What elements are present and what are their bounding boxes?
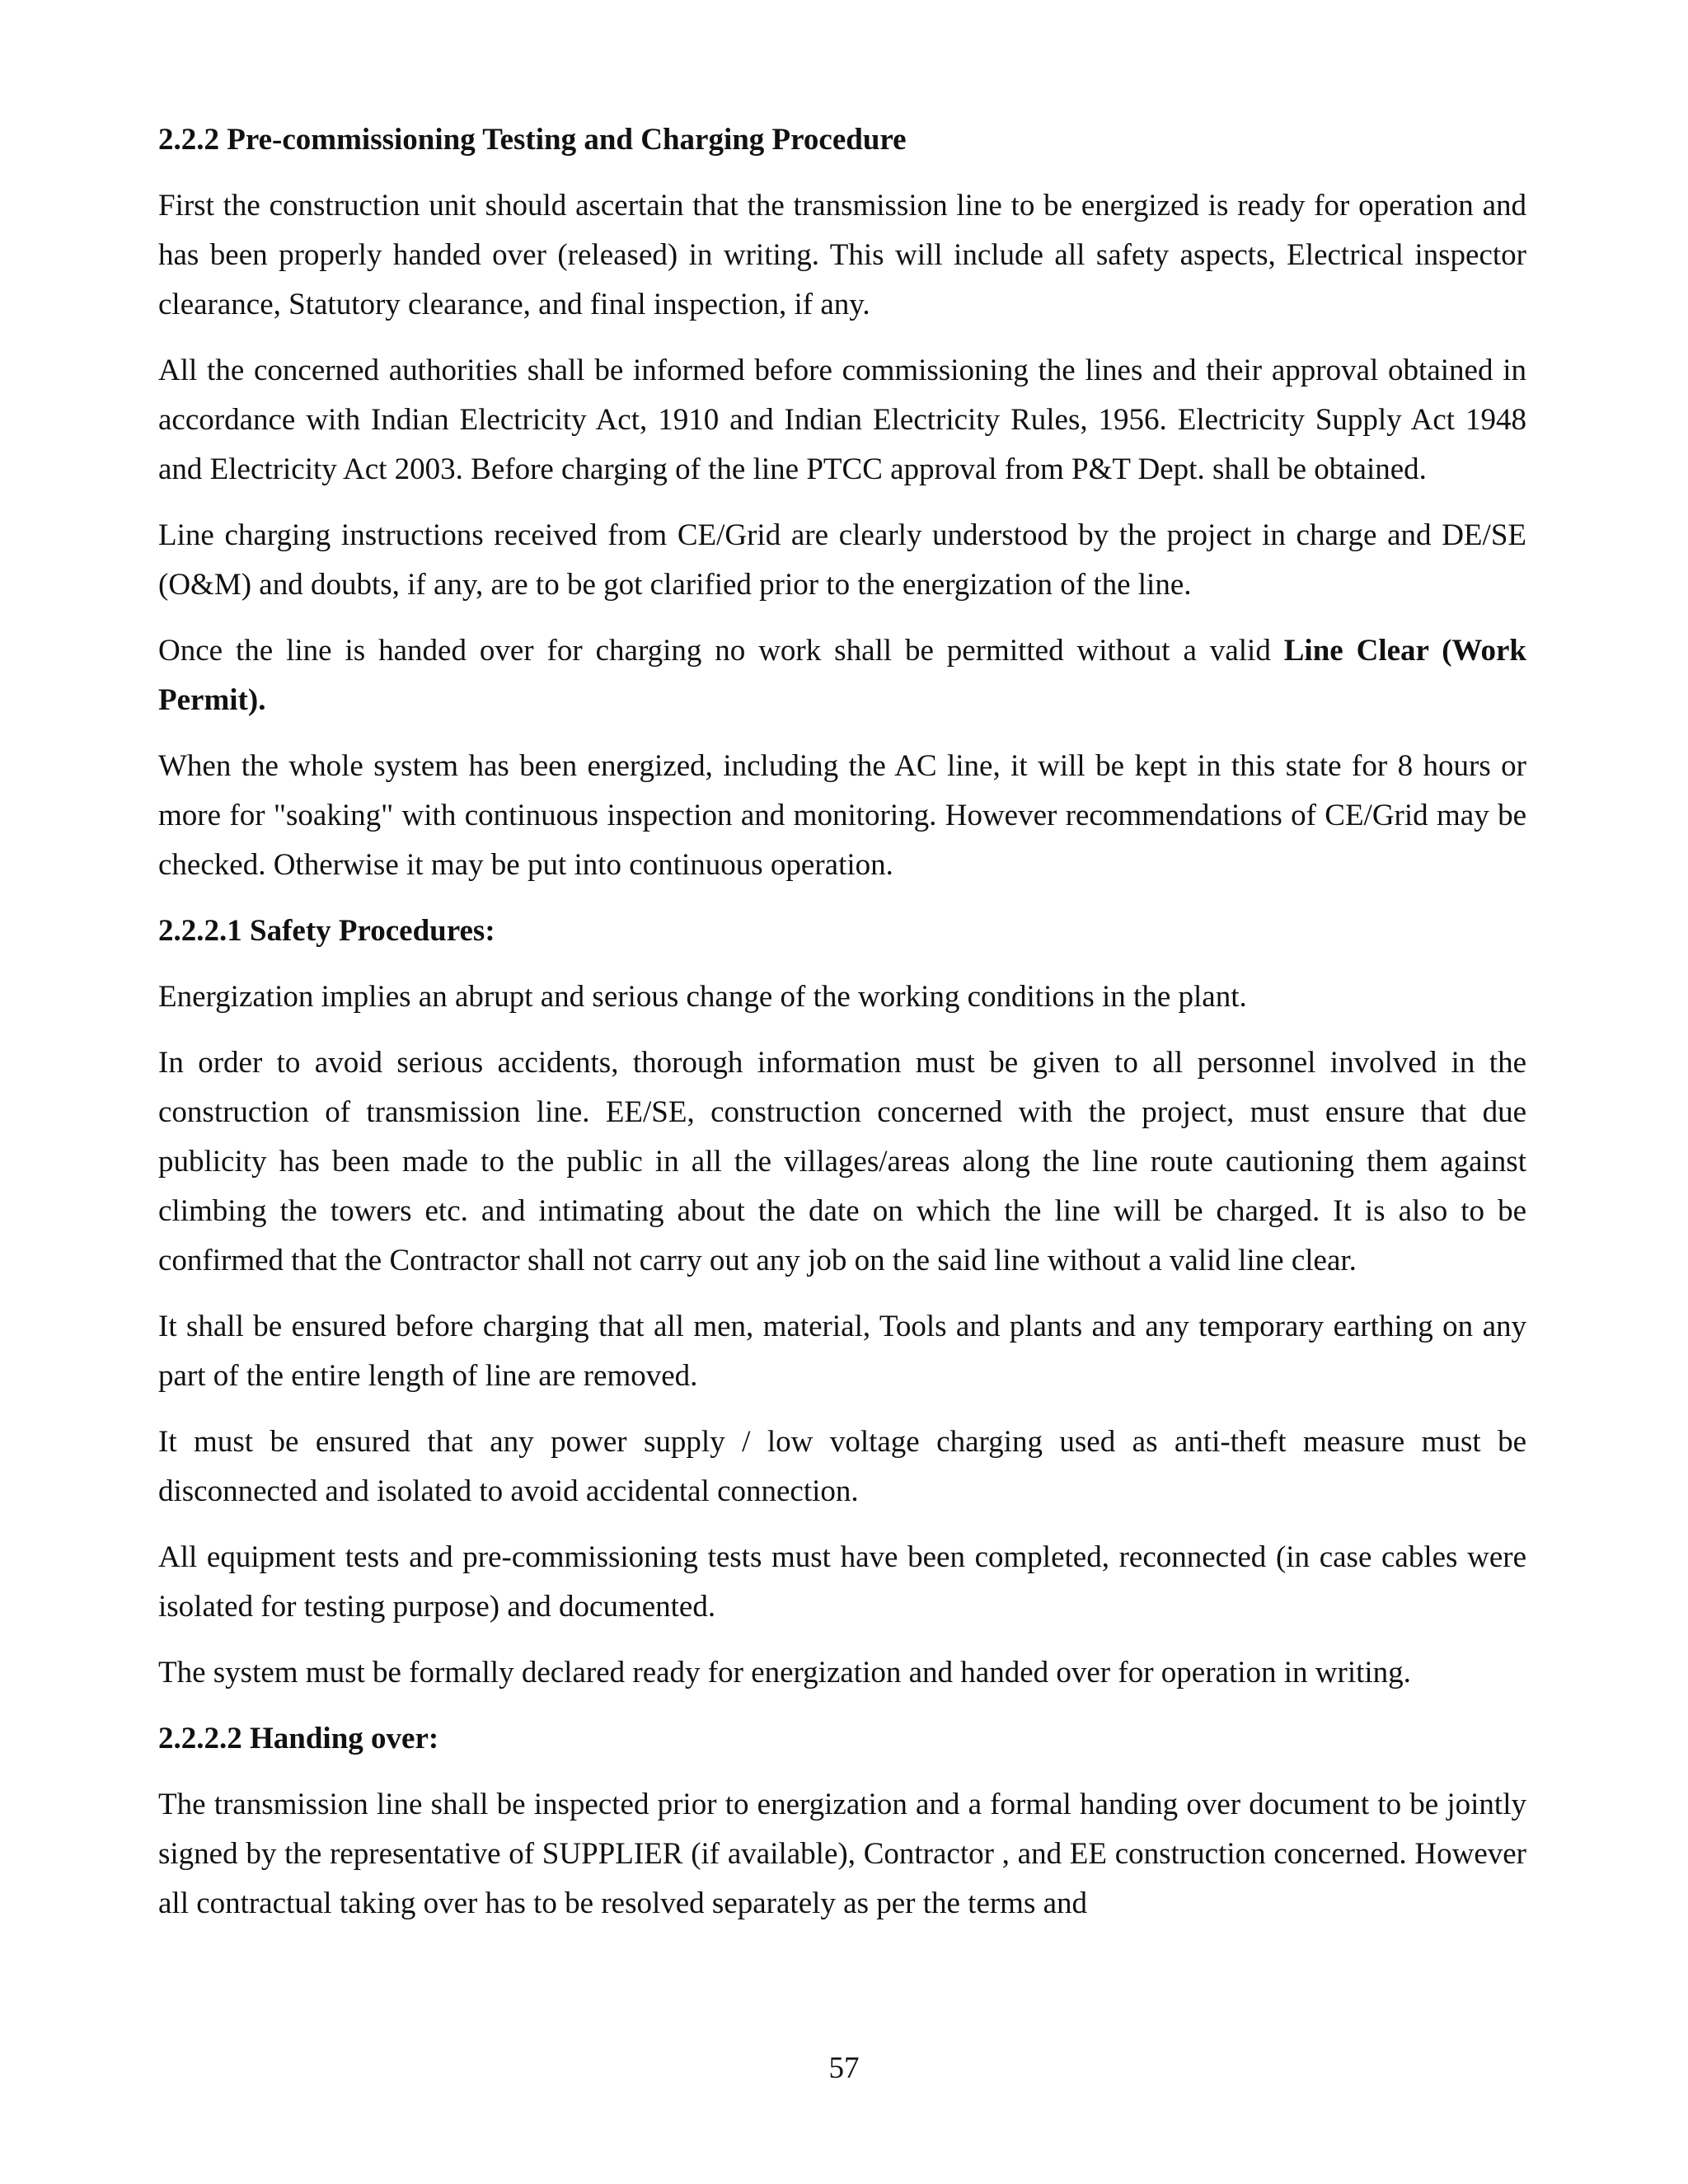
handover-paragraph: The transmission line shall be inspected prior to energization and a formal handing over document to be jointly signed by the representative of SUPPLIER (if available), Contractor , and EE construction concerned. However all contractual taking over has to be resolved separately as per the terms and (158, 1788, 1526, 1920)
line-clear-bold: Line Clear (Work Permit). (158, 634, 1527, 717)
document-page (158, 115, 1526, 1945)
paragraph-authorities: All the concerned authorities shall be informed before commissioning the lines and their approval obtained in accordance with Indian Electricity Act, 1910 and Indian Electricity Rules, 1956. Electricity Supply Act 1948 and Electricity Act 2003. Before charging of the line PTCC approval from P&T Dept. shall be obtained. (158, 354, 1526, 486)
safety-paragraph-energization: Energization implies an abrupt and serious change of the working conditions in the plant. (158, 980, 1247, 1014)
paragraph-instructions: Line charging instructions received from CE/Grid are clearly understood by the project in charge and DE/SE (O&M) and doubts, if any, are to be got clarified prior to the energization of the line. (158, 518, 1526, 602)
paragraph-line-clear (158, 626, 1526, 725)
paragraph-soaking: When the whole system has been energized, including the AC line, it will be kept in this state for 8 hours or more for "soaking" with continuous inspection and monitoring. However recommendations of CE/Grid may be checked. Otherwise it may be put into continuous operation. (158, 749, 1526, 882)
section-heading: 2.2.2 Pre-commissioning Testing and Charging Procedure (158, 123, 907, 157)
safety-paragraph-declared: The system must be formally declared ready for energization and handed over for operation in writing. (158, 1656, 1411, 1690)
page-number: 57 (828, 2051, 860, 2085)
safety-paragraph-personnel: In order to avoid serious accidents, thorough information must be given to all personnel involved in the construction of transmission line. EE/SE, construction concerned with the project, must ensure that due publicity has been made to the public in all the villages/areas along the line route cautioning them against climbing the towers etc. and intimating about the date on which the line will be charged. It is also to be confirmed that the Contractor shall not carry out any job on the said line without a valid line clear. (158, 1046, 1526, 1277)
safety-heading: 2.2.2.1 Safety Procedures: (158, 914, 495, 948)
paragraph-readiness: First the construction unit should ascertain that the transmission line to be energized is ready for operation and has been properly handed over (released) in writing. This will include all safety aspects, Electrical inspector clearance, Statutory clearance, and final inspection, if any. (158, 189, 1526, 321)
safety-paragraph-removal: It shall be ensured before charging that all men, material, Tools and plants and any temporary earthing on any part of the entire length of line are removed. (158, 1310, 1526, 1393)
handover-heading: 2.2.2.2 Handing over: (158, 1722, 439, 1755)
line-clear-text: Once the line is handed over for charging no work shall be permitted without a valid (158, 634, 1284, 668)
safety-paragraph-power-supply: It must be ensured that any power supply / low voltage charging used as anti-theft measure must be disconnected and isolated to avoid accidental connection. (158, 1425, 1526, 1508)
safety-paragraph-tests: All equipment tests and pre-commissioning tests must have been completed, reconnected (in case cables were isolated for testing purpose) and documented. (158, 1540, 1526, 1624)
